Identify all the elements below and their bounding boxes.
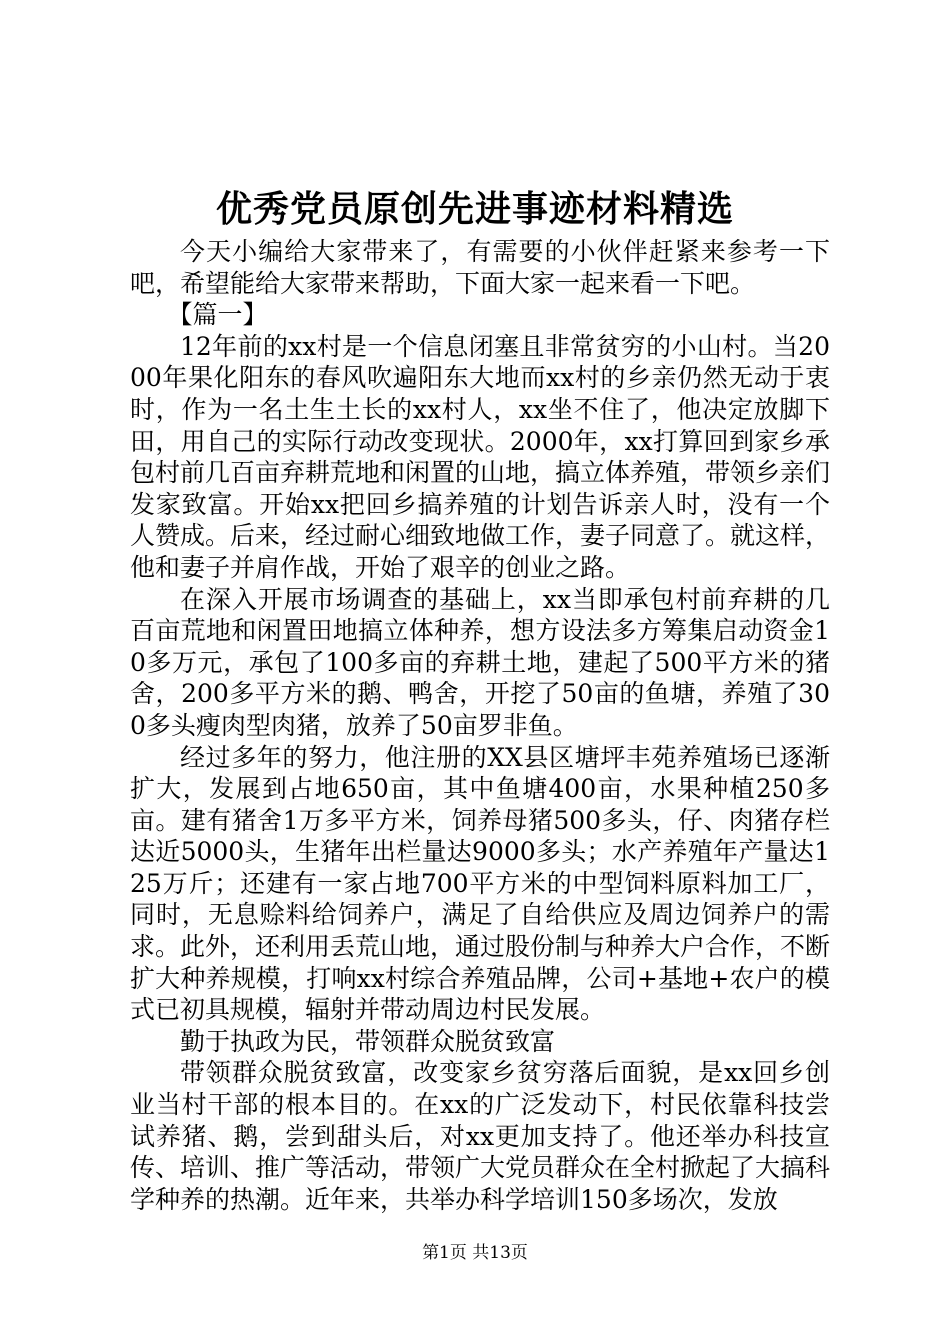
paragraph-background: 12年前的xx村是一个信息闭塞且非常贫穷的小山村。当2000年果化阳东的春风吹遍阳东大地而xx村的乡亲仍然无动于衷时，作为一名土生土长的xx村人，xx坐不住了，他决定放脚下田，用自己的实际行动改变现状。2000年，xx打算回到家乡承包村前几百亩弃耕荒地和闲置的山地，搞立体养殖，带领乡亲们发家致富。开始xx把回乡搞养殖的计划告诉亲人时，没有一个人赞成。后来，经过耐心细致地做工作，妻子同意了。就这样，他和妻子并肩作战，开始了艰辛的创业之路。 <box>130 331 831 582</box>
document-title: 优秀党员原创先进事迹材料精选 <box>215 188 734 230</box>
paragraph-market-research: 在深入开展市场调查的基础上，xx当即承包村前弃耕的几百亩荒地和闲置田地搞立体种养，想方设法多方筹集启动资金10多万元，承包了100多亩的弃耕土地，建起了500平方米的猪舍，200多平方米的鹅、鸭舍，开挖了50亩的鱼塘，养殖了300多头瘦肉型肉猪，放养了50亩罗非鱼。 <box>130 584 830 740</box>
section-heading-part-one: 【篇一】 <box>167 300 268 330</box>
paragraph-lead-villagers: 带领群众脱贫致富，改变家乡贫穷落后面貌，是xx回乡创业当村干部的根本目的。在xx的广泛发动下，村民依靠科技尝试养猪、鹅，尝到甜头后，对xx更加支持了。他还举办科技宣传、培训、推广等活动，带领广大党员群众在全村掀起了大搞科学种养的热潮。近年来，共举办科学培训150多场次，发放 <box>130 1058 831 1214</box>
paragraph-farm-development: 经过多年的努力，他注册的XX县区塘坪丰苑养殖场已逐渐扩大，发展到占地650亩，其中鱼塘400亩，水果种植250多亩。建有猪舍1万多平方米，饲养母猪500多头，仔、肉猪存栏达近5000头，生猪年出栏量达9000多头；水产养殖年产量达125万斤；还建有一家占地700平方米的中型饲料原料加工厂，同时，无息赊料给饲养户，满足了自给供应及周边饲养户的需求。此外，还利用丢荒山地，通过股份制与种养大户合作，不断扩大种养规模，打响xx村综合养殖品牌，公司+基地+农户的模式已初具规模，辐射并带动周边村民发展。 <box>130 742 831 1025</box>
page-number-footer: 第1页 共13页 <box>422 1243 528 1263</box>
subheading-serve-people: 勤于执政为民，带领群众脱贫致富 <box>180 1026 556 1056</box>
paragraph-intro: 今天小编给大家带来了，有需要的小伙伴赶紧来参考一下吧，希望能给大家带来帮助，下面大家一起来看一下吧。 <box>130 237 830 298</box>
document-body <box>130 236 830 1215</box>
